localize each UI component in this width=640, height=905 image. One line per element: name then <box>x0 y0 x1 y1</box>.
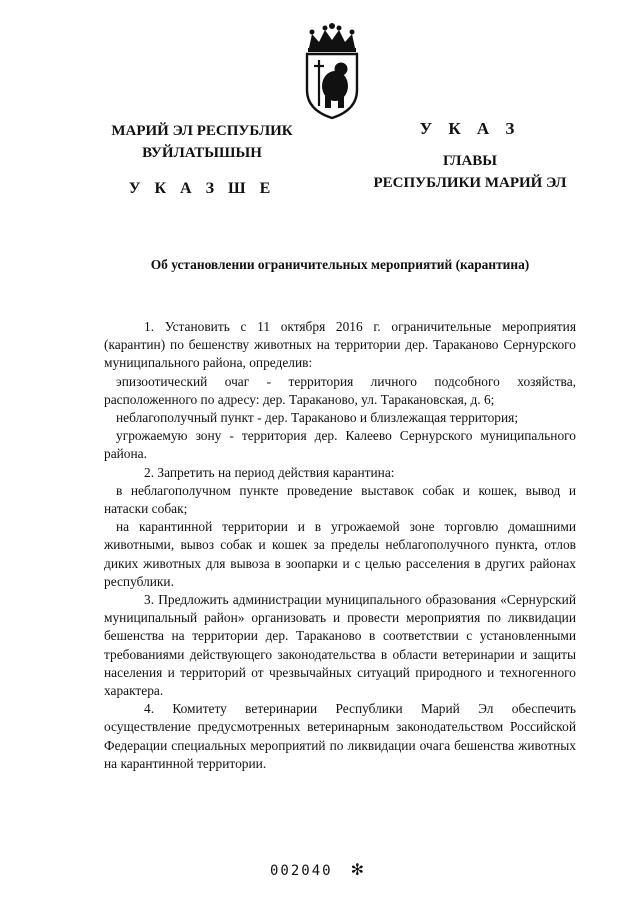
document-number: 002040 <box>270 863 333 879</box>
crown-icon <box>308 23 356 52</box>
header-right-line2: ГЛАВЫ <box>442 153 498 169</box>
header-left-mari <box>110 120 294 200</box>
header-right-line3: РЕСПУБЛИКИ МАРИЙ ЭЛ <box>373 175 567 191</box>
header-left-line2: ВУЙЛАТЫШЫН <box>142 145 262 161</box>
header-left-line3: У К А З Ш Е <box>128 180 276 197</box>
header-right-line1: У К А З <box>419 119 521 138</box>
paragraph-2-territory: на карантинной территории и в угрожаемой зоне торговлю домашними животными, вывоз собак и кошек за пределы неблагополучного пункта, отлов диких животных для вывоза в зоопарки и с целью расселения в других районах республики. <box>104 519 576 589</box>
paragraph-2: 2. Запретить на период действия карантина: <box>144 464 395 480</box>
coat-of-arms-icon <box>295 22 369 120</box>
header-left-line1: МАРИЙ ЭЛ РЕСПУБЛИК <box>111 123 293 139</box>
header-right-russian <box>365 118 575 194</box>
paragraph-1-focus: эпизоотический очаг - территория личного подсобного хозяйства, расположенного по адресу: дер. Тараканово, ул. Таракановская, д. 6; <box>104 373 576 407</box>
paragraph-3: 3. Предложить администрации муниципального образования «Сернурский муниципальный район» организовать и провести мероприятия по ликвидации бешенства на территории дер. Тараканово в соответствии с установленными требованиями действующего законодательства в области ветеринарии и защиты населения и территорий от чрезвычайных ситуаций природного и техногенного характера. <box>104 592 576 699</box>
paragraph-1: 1. Установить с 11 октября 2016 г. ограничительные мероприятия (карантин) по бешенству животных на территории дер. Тараканово Сернурского муниципального района, определив: <box>104 319 576 371</box>
document-body <box>104 318 576 773</box>
paragraph-2-point: в неблагополучном пункте проведение выставок собак и кошек, вывод и натаски собак; <box>104 482 576 517</box>
paragraph-4: 4. Комитету ветеринарии Республики Марий Эл обеспечить осуществление предусмотренных ветеринарным законодательством Российской Федерации специальных мероприятий по ликвидации очага бешенства животных на карантинной территории. <box>104 701 576 771</box>
asterisk-mark-icon: ✻ <box>350 860 366 879</box>
paragraph-1-unfavorable-point: неблагополучный пункт - дер. Тараканово и близлежащая территория; <box>116 410 519 426</box>
document-title: Об установлении ограничительных мероприятий (карантина) <box>150 257 530 272</box>
paragraph-1-threatened-zone: угрожаемую зону - территория дер. Калеево Сернурского муниципального района. <box>104 428 576 462</box>
document-footer <box>270 860 366 879</box>
